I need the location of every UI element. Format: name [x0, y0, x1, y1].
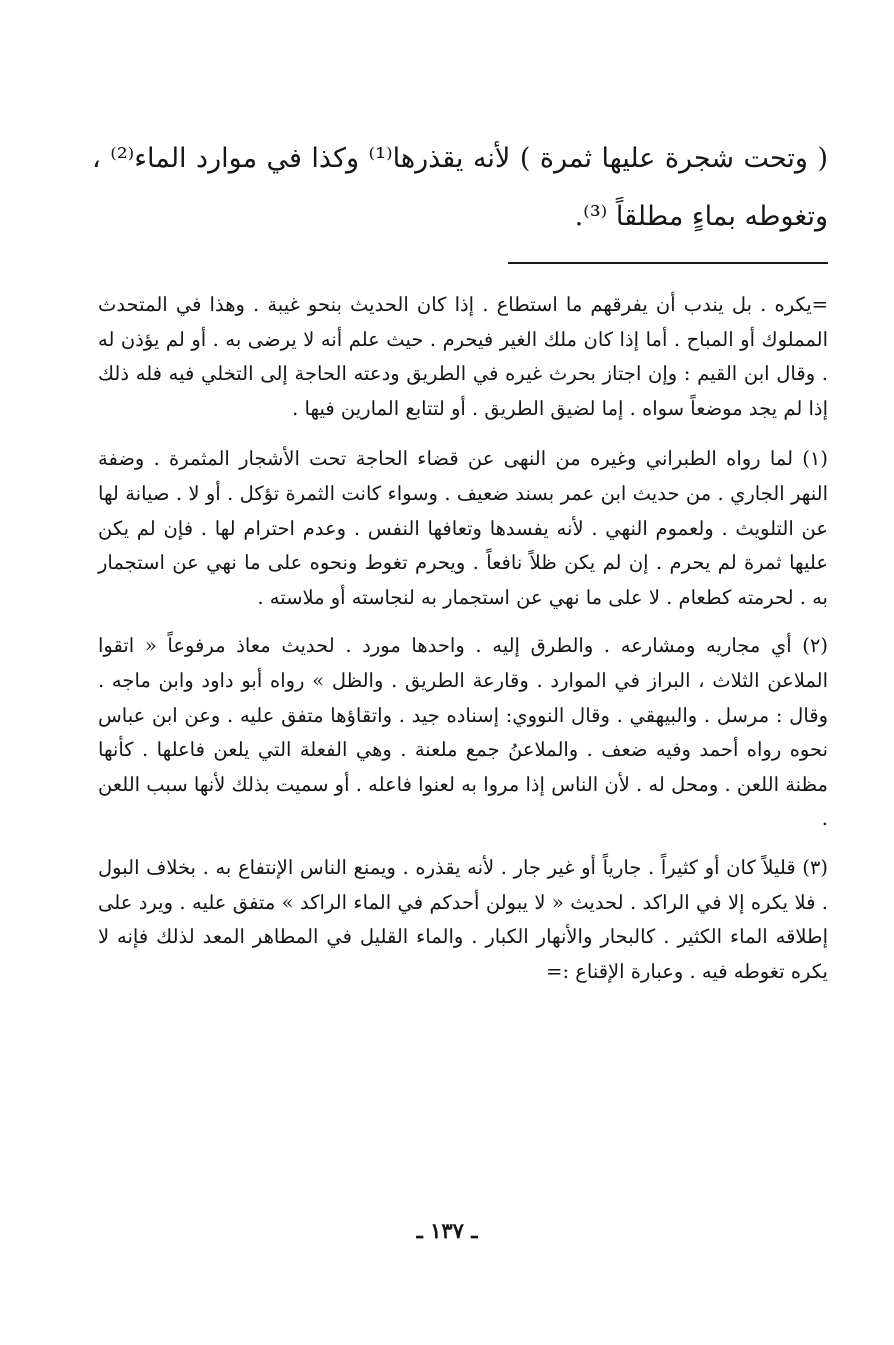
- main-text: ( وتحت شجرة عليها ثمرة ) لأنه يقذرها⁽¹⁾ وكذا في موارد الماء⁽²⁾ ، وتغوطه بماءٍ مطلقاً ⁽³⁾.: [92, 143, 828, 232]
- footnote-2: (٢) أي مجاريه ومشارعه . والطرق إليه . واحدها مورد . لحديث معاذ مرفوعاً « اتقوا الملاعن الثلاث ، البراز في الموارد . وقارعة الطريق . والظل » رواه أبو داود وابن ماجه . وقال : مرسل . والبيهقي . وقال النووي: إسناده جيد . واتقاؤها متفق عليه . وعن ابن عباس نحوه رواه أحمد وفيه ضعف . والملاعنُ جمع ملعنة . وهي الفعلة التي يلعن فاعلها . كأنها مظنة اللعن . ومحل له . لأن الناس إذا مروا به لعنوا فاعله . أو سميت بذلك لأنها سبب اللعن .: [98, 634, 828, 831]
- footnote-3: (٣) قليلاً كان أو كثيراً . جارياً أو غير جار . لأنه يقذره . ويمنع الناس الإنتفاع به . بخلاف البول . فلا يكره إلا في الراكد . لحديث « لا يبولن أحدكم في الماء الراكد » متفق عليه . ويرد على إطلاقه الماء الكثير . كالبحار والأنهار الكبار . والماء القليل في المطاهر المعد لذلك فإنه لا يكره تغوطه فيه . وعبارة الإقناع :=: [98, 855, 828, 983]
- footnotes: [98, 288, 828, 1003]
- footnote-separator: [508, 262, 828, 264]
- page-number: ـ ١٣٧ ـ: [416, 1218, 478, 1243]
- footnote-continuation: =يكره . بل يندب أن يفرقهم ما استطاع . إذا كان الحديث بنحو غيبة . وهذا في المتحدث المملوك أو المباح . أما إذا كان ملك الغير فيحرم . حيث علم أنه لا يرضى به . أو لم يؤذن له . وقال ابن القيم : وإن اجتاز بحرث غيره في الطريق ودعته الحاجة إلى التخلي فيه فله ذلك إذا لم يجد موضعاً سواه . إما لضيق الطريق . أو لتتابع المارين فيها .: [98, 293, 828, 420]
- footnote-1: (١) لما رواه الطبراني وغيره من النهى عن قضاء الحاجة تحت الأشجار المثمرة . وضفة النهر الجاري . من حديث ابن عمر بسند ضعيف . وسواء كانت الثمرة تؤكل . أو لا . صيانة لها عن التلويث . ولعموم النهي . لأنه يفسدها وتعافها النفس . وعدم احترام لها . فإن لم يكن عليها ثمرة لم يحرم . إن لم يكن ظلاً نافعاً . ويحرم تغوط ونحوه على ما نهي عن استجمار به . لحرمته كطعام . لا على ما نهي عن استجمار به لنجاسته أو ملاسته .: [98, 447, 828, 609]
